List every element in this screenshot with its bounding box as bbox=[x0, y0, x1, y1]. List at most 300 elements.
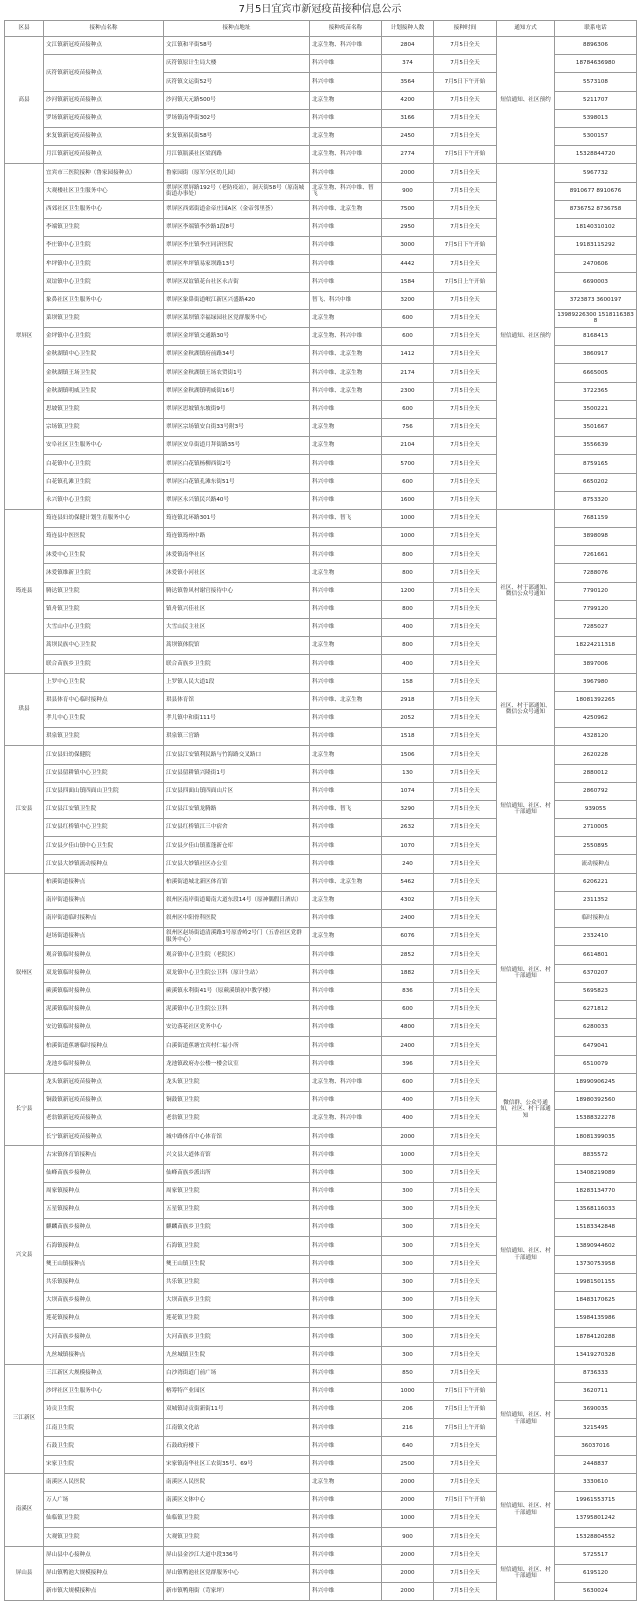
vaccine-name-cell: 科兴中维 bbox=[310, 1000, 382, 1018]
phone-cell: 13408219089 bbox=[555, 1164, 637, 1182]
site-name-cell: 金秋湖镇明威卫生院 bbox=[44, 382, 164, 400]
planned-count-cell: 1882 bbox=[382, 964, 434, 982]
district-cell: 南溪区 bbox=[5, 1473, 44, 1546]
site-name-cell: 仙临镇卫生院 bbox=[44, 1510, 164, 1528]
phone-cell: 7288076 bbox=[555, 564, 637, 582]
phone-cell: 4328120 bbox=[555, 728, 637, 746]
site-address-cell: 翠屏区白花镇杨柳西街2号 bbox=[164, 455, 310, 473]
phone-cell: 3690035 bbox=[555, 1401, 637, 1419]
site-name-cell: 白花镇孔滩卫生院 bbox=[44, 473, 164, 491]
phone-cell: 13795801242 bbox=[555, 1510, 637, 1528]
planned-count-cell: 2774 bbox=[382, 146, 434, 164]
site-address-cell: 泥溪镇中心卫生院公卫科 bbox=[164, 1000, 310, 1018]
header-time: 接种时间 bbox=[434, 21, 497, 37]
site-address-cell: 榕筹特产业园区 bbox=[164, 1382, 310, 1400]
phone-cell: 8835572 bbox=[555, 1146, 637, 1164]
header-vaccine-name: 接种疫苗名称 bbox=[310, 21, 382, 37]
site-address-cell: 莲花镇卫生院 bbox=[164, 1310, 310, 1328]
time-cell: 7月5日全天 bbox=[434, 346, 497, 364]
site-name-cell: 沙河镇新冠疫苗接种点 bbox=[44, 91, 164, 109]
phone-cell: 7790120 bbox=[555, 582, 637, 600]
site-name-cell: 筠连县妇幼保健计划生育服务中心 bbox=[44, 509, 164, 527]
time-cell: 7月5日全天 bbox=[434, 564, 497, 582]
vaccine-name-cell: 北京生物、科兴中维、智飞 bbox=[310, 182, 382, 200]
site-address-cell: 翠屏区象鼻街道岷江新区兴盛路420 bbox=[164, 291, 310, 309]
time-cell: 7月5日下午开始 bbox=[434, 1382, 497, 1400]
time-cell: 7月5日全天 bbox=[434, 418, 497, 436]
planned-count-cell: 300 bbox=[382, 1255, 434, 1273]
site-name-cell: 古宋镇体育馆接种点 bbox=[44, 1146, 164, 1164]
phone-cell: 19961553715 bbox=[555, 1492, 637, 1510]
phone-cell: 5695823 bbox=[555, 982, 637, 1000]
vaccine-name-cell: 科兴中维、北京生物 bbox=[310, 691, 382, 709]
vaccine-name-cell: 科兴中维 bbox=[310, 1146, 382, 1164]
phone-cell: 3501667 bbox=[555, 418, 637, 436]
vaccine-name-cell: 科兴中维 bbox=[310, 582, 382, 600]
site-name-cell: 南岸街道临时接种点 bbox=[44, 910, 164, 928]
planned-count-cell: 300 bbox=[382, 1346, 434, 1364]
time-cell: 7月5日全天 bbox=[434, 1510, 497, 1528]
phone-cell: 5211707 bbox=[555, 91, 637, 109]
site-address-cell: 叙州区中阳骨科医院 bbox=[164, 910, 310, 928]
time-cell: 7月5日全天 bbox=[434, 182, 497, 200]
time-cell: 7月5日下午开始 bbox=[434, 237, 497, 255]
site-name-cell: 双龙镇临时接种点 bbox=[44, 964, 164, 982]
time-cell: 7月5日上午开始 bbox=[434, 273, 497, 291]
site-address-cell: 翠屏区金秋湖镇明威街16号 bbox=[164, 382, 310, 400]
vaccine-name-cell: 科兴中维、北京生物 bbox=[310, 346, 382, 364]
phone-cell: 3500221 bbox=[555, 400, 637, 418]
vaccination-table bbox=[4, 20, 637, 1601]
phone-cell: 18140310102 bbox=[555, 218, 637, 236]
vaccine-name-cell: 科兴中维 bbox=[310, 1401, 382, 1419]
site-name-cell: 诗贡卫生院 bbox=[44, 1401, 164, 1419]
time-cell: 7月5日全天 bbox=[434, 1164, 497, 1182]
phone-cell: 5967732 bbox=[555, 164, 637, 182]
vaccine-name-cell: 北京生物、科兴中维 bbox=[310, 328, 382, 346]
site-address-cell: 翠屏区金坪镇交通路30号 bbox=[164, 328, 310, 346]
phone-cell: 3723873 3600197 bbox=[555, 291, 637, 309]
site-address-cell: 翠屏区白花镇孔滩东街51号 bbox=[164, 473, 310, 491]
time-cell: 7月5日全天 bbox=[434, 619, 497, 637]
vaccine-name-cell: 科兴中维 bbox=[310, 255, 382, 273]
time-cell: 7月5日全天 bbox=[434, 910, 497, 928]
time-cell: 7月5日全天 bbox=[434, 127, 497, 145]
vaccine-name-cell: 科兴中维 bbox=[310, 1528, 382, 1546]
time-cell: 7月5日全天 bbox=[434, 1291, 497, 1309]
time-cell: 7月5日全天 bbox=[434, 800, 497, 818]
vaccine-name-cell: 科兴中维 bbox=[310, 1419, 382, 1437]
planned-count-cell: 2000 bbox=[382, 1128, 434, 1146]
district-cell: 筠连县 bbox=[5, 509, 44, 673]
site-address-cell: 江南镇文化站 bbox=[164, 1419, 310, 1437]
site-name-cell: 老翁镇新冠疫苗接种点 bbox=[44, 1110, 164, 1128]
planned-count-cell: 2400 bbox=[382, 910, 434, 928]
planned-count-cell: 1000 bbox=[382, 1510, 434, 1528]
vaccine-name-cell: 科兴中维 bbox=[310, 1492, 382, 1510]
phone-cell: 3620711 bbox=[555, 1382, 637, 1400]
vaccine-name-cell: 科兴中维 bbox=[310, 1582, 382, 1600]
table-row bbox=[5, 37, 637, 55]
planned-count-cell: 2852 bbox=[382, 946, 434, 964]
site-address-cell: 周家镇卫生院 bbox=[164, 1182, 310, 1200]
site-address-cell: 庆符镇文运街52号 bbox=[164, 73, 310, 91]
time-cell: 7月5日全天 bbox=[434, 855, 497, 873]
phone-cell: 5630024 bbox=[555, 1582, 637, 1600]
site-address-cell: 翠屏区牟坪镇易家坝路13号 bbox=[164, 255, 310, 273]
time-cell: 7月5日全天 bbox=[434, 1201, 497, 1219]
time-cell: 7月5日全天 bbox=[434, 509, 497, 527]
header-site-name: 接种点名称 bbox=[44, 21, 164, 37]
table-row bbox=[5, 1546, 637, 1564]
phone-cell: 5300157 bbox=[555, 127, 637, 145]
site-address-cell: 沐爱镇小河社区 bbox=[164, 564, 310, 582]
vaccine-name-cell: 科兴中维 bbox=[310, 473, 382, 491]
table-row bbox=[5, 1473, 637, 1491]
phone-cell: 5725517 bbox=[555, 1546, 637, 1564]
phone-cell: 5398013 bbox=[555, 109, 637, 127]
site-name-cell: 大雪山中心卫生院 bbox=[44, 619, 164, 637]
time-cell: 7月5日全天 bbox=[434, 328, 497, 346]
site-address-cell: 大坝苗族乡卫生院 bbox=[164, 1291, 310, 1309]
site-name-cell: 永兴镇中心卫生院 bbox=[44, 491, 164, 509]
site-name-cell: 腾达镇卫生院 bbox=[44, 582, 164, 600]
planned-count-cell: 300 bbox=[382, 1328, 434, 1346]
time-cell: 7月5日全天 bbox=[434, 1000, 497, 1018]
time-cell: 7月5日全天 bbox=[434, 309, 497, 327]
phone-cell: 6370207 bbox=[555, 964, 637, 982]
time-cell: 7月5日下午开始 bbox=[434, 1492, 497, 1510]
site-address-cell: 老翁镇卫生院 bbox=[164, 1110, 310, 1128]
vaccine-name-cell: 科兴中维、北京生物 bbox=[310, 200, 382, 218]
time-cell: 7月5日下午开始 bbox=[434, 146, 497, 164]
vaccine-name-cell: 北京生物 bbox=[310, 418, 382, 436]
phone-cell: 8896306 bbox=[555, 37, 637, 55]
site-name-cell: 月江镇新冠疫苗接种点 bbox=[44, 146, 164, 164]
site-name-cell: 泥溪镇临时接种点 bbox=[44, 1000, 164, 1018]
site-name-cell: 柏溪街道接种点 bbox=[44, 873, 164, 891]
site-address-cell: 南溪区人民医院 bbox=[164, 1473, 310, 1491]
vaccine-name-cell: 北京生物、科兴中维 bbox=[310, 1110, 382, 1128]
vaccine-name-cell: 北京生物、科兴中维 bbox=[310, 1073, 382, 1091]
site-name-cell: 石海镇接种点 bbox=[44, 1237, 164, 1255]
time-cell: 7月5日全天 bbox=[434, 837, 497, 855]
phone-cell: 6650202 bbox=[555, 473, 637, 491]
site-address-cell: 铜鼓镇卫生院 bbox=[164, 1091, 310, 1109]
vaccine-name-cell: 科兴中维 bbox=[310, 782, 382, 800]
time-cell: 7月5日全天 bbox=[434, 1073, 497, 1091]
time-cell: 7月5日全天 bbox=[434, 1110, 497, 1128]
site-name-cell: 江安县大妙镇流动接种点 bbox=[44, 855, 164, 873]
time-cell: 7月5日全天 bbox=[434, 528, 497, 546]
planned-count-cell: 300 bbox=[382, 1291, 434, 1309]
site-name-cell: 文江镇新冠疫苗接种点 bbox=[44, 37, 164, 55]
site-address-cell: 筠连镇筠州中路 bbox=[164, 528, 310, 546]
notice-method-cell: 短信通知、社区、村干部通知 bbox=[497, 873, 555, 1073]
planned-count-cell: 3290 bbox=[382, 800, 434, 818]
phone-cell: 2311352 bbox=[555, 891, 637, 909]
planned-count-cell: 800 bbox=[382, 546, 434, 564]
planned-count-cell: 800 bbox=[382, 600, 434, 618]
site-name-cell: 石鼓卫生院 bbox=[44, 1437, 164, 1455]
vaccine-name-cell: 科兴中维 bbox=[310, 1182, 382, 1200]
time-cell: 7月5日全天 bbox=[434, 1364, 497, 1382]
phone-cell: 3722365 bbox=[555, 382, 637, 400]
vaccine-name-cell: 科兴中维 bbox=[310, 1510, 382, 1528]
phone-cell: 7261661 bbox=[555, 546, 637, 564]
time-cell: 7月5日全天 bbox=[434, 928, 497, 946]
site-address-cell: 九丝城镇卫生院 bbox=[164, 1346, 310, 1364]
time-cell: 7月5日全天 bbox=[434, 546, 497, 564]
planned-count-cell: 600 bbox=[382, 473, 434, 491]
phone-cell: 939055 bbox=[555, 800, 637, 818]
time-cell: 7月5日全天 bbox=[434, 673, 497, 691]
site-address-cell: 宋家镇南华社区工农街35号、69号 bbox=[164, 1455, 310, 1473]
vaccine-name-cell: 科兴中维 bbox=[310, 709, 382, 727]
site-address-cell: 鲁家园街（原军分区幼儿园） bbox=[164, 164, 310, 182]
site-address-cell: 五星镇卫生院 bbox=[164, 1201, 310, 1219]
table-row bbox=[5, 873, 637, 891]
phone-cell: 6280033 bbox=[555, 1019, 637, 1037]
notice-method-cell: 社区、村干部通知、微信公众号通知 bbox=[497, 673, 555, 746]
district-cell: 兴文县 bbox=[5, 1146, 44, 1364]
site-address-cell: 观音镇中心卫生院（老院区） bbox=[164, 946, 310, 964]
site-address-cell: 江安县夕佳山镇蓝蓬新仓库 bbox=[164, 837, 310, 855]
site-address-cell: 翠屏区金秋湖镇王场农贸街1号 bbox=[164, 364, 310, 382]
site-name-cell: 沙坪社区卫生服务中心 bbox=[44, 1382, 164, 1400]
planned-count-cell: 1518 bbox=[382, 728, 434, 746]
site-address-cell: 仙峰苗族乡派出所 bbox=[164, 1164, 310, 1182]
vaccine-name-cell: 科兴中维 bbox=[310, 218, 382, 236]
site-address-cell: 翠屏区安阜街道月拜街路35号 bbox=[164, 437, 310, 455]
site-address-cell: 白溪街道蕉塘宜宾村仁福小所 bbox=[164, 1037, 310, 1055]
planned-count-cell: 4302 bbox=[382, 891, 434, 909]
phone-cell: 19183115292 bbox=[555, 237, 637, 255]
phone-cell: 6665005 bbox=[555, 364, 637, 382]
district-cell: 江安县 bbox=[5, 746, 44, 873]
time-cell: 7月5日全天 bbox=[434, 891, 497, 909]
site-name-cell: 珙县体育中心临时接种点 bbox=[44, 691, 164, 709]
phone-cell: 6510079 bbox=[555, 1055, 637, 1073]
table-row bbox=[5, 509, 637, 527]
site-name-cell: 白花镇中心卫生院 bbox=[44, 455, 164, 473]
time-cell: 7月5日全天 bbox=[434, 1528, 497, 1546]
site-address-cell: 江安县四面山镇四面山片区 bbox=[164, 782, 310, 800]
time-cell: 7月5日全天 bbox=[434, 1055, 497, 1073]
site-address-cell: 江安县江安镇龙腾路 bbox=[164, 800, 310, 818]
site-name-cell: 安边镇临时接种点 bbox=[44, 1019, 164, 1037]
site-name-cell: 牟坪镇中心卫生院 bbox=[44, 255, 164, 273]
planned-count-cell: 206 bbox=[382, 1401, 434, 1419]
site-name-cell: 周家镇接种点 bbox=[44, 1182, 164, 1200]
site-address-cell: 屏山镇鸭池社区党群服务中心 bbox=[164, 1564, 310, 1582]
vaccine-name-cell: 科兴中维 bbox=[310, 600, 382, 618]
phone-cell: 3330610 bbox=[555, 1473, 637, 1491]
time-cell: 7月5日全天 bbox=[434, 582, 497, 600]
time-cell: 7月5日全天 bbox=[434, 1219, 497, 1237]
planned-count-cell: 5700 bbox=[382, 455, 434, 473]
planned-count-cell: 2000 bbox=[382, 1492, 434, 1510]
vaccine-name-cell: 科兴中维 bbox=[310, 164, 382, 182]
site-name-cell: 庆符镇新冠疫苗接种点 bbox=[44, 55, 164, 91]
site-address-cell: 南溪区文体中心 bbox=[164, 1492, 310, 1510]
phone-cell: 2620228 bbox=[555, 746, 637, 764]
time-cell: 7月5日全天 bbox=[434, 764, 497, 782]
site-name-cell: 赵场街道接种点 bbox=[44, 928, 164, 946]
time-cell: 7月5日全天 bbox=[434, 1019, 497, 1037]
time-cell: 7月5日全天 bbox=[434, 55, 497, 73]
time-cell: 7月5日全天 bbox=[434, 1255, 497, 1273]
district-cell: 屏山县 bbox=[5, 1546, 44, 1601]
time-cell: 7月5日上午开始 bbox=[434, 1419, 497, 1437]
table-row bbox=[5, 746, 637, 764]
time-cell: 7月5日全天 bbox=[434, 746, 497, 764]
planned-count-cell: 900 bbox=[382, 1528, 434, 1546]
site-address-cell: 江安县留耕镇兴隆街1号 bbox=[164, 764, 310, 782]
site-name-cell: 屏山县中心接种点 bbox=[44, 1546, 164, 1564]
time-cell: 7月5日全天 bbox=[434, 1310, 497, 1328]
planned-count-cell: 374 bbox=[382, 55, 434, 73]
time-cell: 7月5日全天 bbox=[434, 37, 497, 55]
table-row bbox=[5, 673, 637, 691]
time-cell: 7月5日全天 bbox=[434, 255, 497, 273]
planned-count-cell: 1584 bbox=[382, 273, 434, 291]
site-address-cell: 翠屏区永兴镇民兴路40号 bbox=[164, 491, 310, 509]
site-name-cell: 南溪区人民医院 bbox=[44, 1473, 164, 1491]
phone-cell: 8753320 bbox=[555, 491, 637, 509]
site-address-cell: 大观镇卫生院 bbox=[164, 1528, 310, 1546]
planned-count-cell: 2950 bbox=[382, 218, 434, 236]
planned-count-cell: 900 bbox=[382, 182, 434, 200]
site-name-cell: 象鼻社区卫生服务中心 bbox=[44, 291, 164, 309]
time-cell: 7月5日全天 bbox=[434, 1128, 497, 1146]
site-address-cell: 大河苗族乡卫生院 bbox=[164, 1328, 310, 1346]
planned-count-cell: 756 bbox=[382, 418, 434, 436]
phone-cell: 13730753958 bbox=[555, 1255, 637, 1273]
phone-cell: 15984135986 bbox=[555, 1310, 637, 1328]
site-name-cell: 南岸街道接种点 bbox=[44, 891, 164, 909]
site-address-cell: 安边落花社区党务中心 bbox=[164, 1019, 310, 1037]
site-name-cell: 江安县四面山镇四面山卫生院 bbox=[44, 782, 164, 800]
planned-count-cell: 1074 bbox=[382, 782, 434, 800]
vaccine-name-cell: 科兴中维 bbox=[310, 109, 382, 127]
site-name-cell: 大坝苗族乡接种点 bbox=[44, 1291, 164, 1309]
site-name-cell: 江安县留耕镇中心卫生院 bbox=[44, 764, 164, 782]
site-address-cell: 镇舟镇兴佳社区 bbox=[164, 600, 310, 618]
site-name-cell: 屏山镇鸭池大规模接种点 bbox=[44, 1564, 164, 1582]
district-cell: 珙县 bbox=[5, 673, 44, 746]
header-planned-count: 计划接种人数 bbox=[382, 21, 434, 37]
phone-cell: 临时接种点 bbox=[555, 910, 637, 928]
planned-count-cell: 300 bbox=[382, 1310, 434, 1328]
phone-cell: 3215495 bbox=[555, 1419, 637, 1437]
planned-count-cell: 850 bbox=[382, 1364, 434, 1382]
site-name-cell: 柏溪街道蕉塘临时接种点 bbox=[44, 1037, 164, 1055]
site-address-cell: 龙池镇政府办公楼一楼会议室 bbox=[164, 1055, 310, 1073]
phone-cell: 6195120 bbox=[555, 1564, 637, 1582]
time-cell: 7月5日全天 bbox=[434, 291, 497, 309]
site-name-cell: 大观镇卫生院 bbox=[44, 1528, 164, 1546]
site-address-cell: 兴文县大道体育馆 bbox=[164, 1146, 310, 1164]
planned-count-cell: 240 bbox=[382, 855, 434, 873]
vaccine-name-cell: 智飞、科兴中维 bbox=[310, 291, 382, 309]
site-name-cell: 宜宾市三医院接种（鲁家园接种点） bbox=[44, 164, 164, 182]
time-cell: 7月5日全天 bbox=[434, 1091, 497, 1109]
vaccine-name-cell: 科兴中维、智飞 bbox=[310, 509, 382, 527]
site-address-cell: 蒿坝镇体院馆 bbox=[164, 637, 310, 655]
site-name-cell: 蒿坝民族中心卫生院 bbox=[44, 637, 164, 655]
vaccine-name-cell: 北京生物 bbox=[310, 564, 382, 582]
phone-cell: 36037016 bbox=[555, 1437, 637, 1455]
phone-cell: 2448837 bbox=[555, 1455, 637, 1473]
phone-cell: 3897006 bbox=[555, 655, 637, 673]
phone-cell: 18283134770 bbox=[555, 1182, 637, 1200]
vaccine-name-cell: 北京生物、科兴中维 bbox=[310, 146, 382, 164]
site-name-cell: 江南卫生院 bbox=[44, 1419, 164, 1437]
phone-cell: 7799120 bbox=[555, 600, 637, 618]
planned-count-cell: 600 bbox=[382, 328, 434, 346]
phone-cell: 5573108 bbox=[555, 73, 637, 91]
site-address-cell: 翠屏区宗场镇安白街33号附3号 bbox=[164, 418, 310, 436]
page-title: 7月5日宜宾市新冠疫苗接种信息公示 bbox=[238, 4, 402, 15]
vaccine-name-cell: 科兴中维 bbox=[310, 1564, 382, 1582]
vaccine-name-cell: 科兴中维 bbox=[310, 1291, 382, 1309]
vaccine-name-cell: 科兴中维 bbox=[310, 73, 382, 91]
planned-count-cell: 216 bbox=[382, 1419, 434, 1437]
site-name-cell: 来复镇新冠疫苗接种点 bbox=[44, 127, 164, 145]
site-name-cell: 龙池乡临时接种点 bbox=[44, 1055, 164, 1073]
time-cell: 7月5日全天 bbox=[434, 1346, 497, 1364]
time-cell: 7月5日全天 bbox=[434, 91, 497, 109]
planned-count-cell: 1506 bbox=[382, 746, 434, 764]
phone-cell: 18784636980 bbox=[555, 55, 637, 73]
site-address-cell: 江安县大妙镇社区办公室 bbox=[164, 855, 310, 873]
vaccine-name-cell: 科兴中维 bbox=[310, 1219, 382, 1237]
site-name-cell: 观音镇临时接种点 bbox=[44, 946, 164, 964]
site-address-cell: 翠屏区金秋湖镇府前路34号 bbox=[164, 346, 310, 364]
phone-cell: 6690003 bbox=[555, 273, 637, 291]
notice-method-cell: 短信通知、社区、村干部通知 bbox=[497, 1146, 555, 1364]
site-address-cell: 翠屏区李端镇李沙路1段8号 bbox=[164, 218, 310, 236]
site-name-cell: 江安县妇幼保健院 bbox=[44, 746, 164, 764]
site-address-cell: 珙县体育馆 bbox=[164, 691, 310, 709]
site-address-cell: 江安县红桥镇江三中宿舍 bbox=[164, 819, 310, 837]
vaccine-name-cell: 科兴中维 bbox=[310, 855, 382, 873]
planned-count-cell: 4442 bbox=[382, 255, 434, 273]
table-row bbox=[5, 1364, 637, 1382]
planned-count-cell: 2300 bbox=[382, 382, 434, 400]
planned-count-cell: 400 bbox=[382, 619, 434, 637]
planned-count-cell: 300 bbox=[382, 1273, 434, 1291]
site-address-cell: 上罗镇人民大道1段 bbox=[164, 673, 310, 691]
phone-cell: 15328804552 bbox=[555, 1528, 637, 1546]
planned-count-cell: 3564 bbox=[382, 73, 434, 91]
planned-count-cell: 3200 bbox=[382, 291, 434, 309]
site-name-cell: 孝儿中心卫生院 bbox=[44, 709, 164, 727]
vaccine-name-cell: 科兴中维 bbox=[310, 655, 382, 673]
phone-cell: 8168413 bbox=[555, 328, 637, 346]
vaccine-name-cell: 北京生物 bbox=[310, 746, 382, 764]
site-address-cell: 翠屏区双谊镇花台社区永吉街 bbox=[164, 273, 310, 291]
planned-count-cell: 2174 bbox=[382, 364, 434, 382]
time-cell: 7月5日全天 bbox=[434, 1564, 497, 1582]
time-cell: 7月5日全天 bbox=[434, 400, 497, 418]
vaccine-name-cell: 北京生物 bbox=[310, 437, 382, 455]
phone-cell: 8910677 8910676 bbox=[555, 182, 637, 200]
header-notice-method: 通知方式 bbox=[497, 21, 555, 37]
site-address-cell: 沙河镇天元路500号 bbox=[164, 91, 310, 109]
planned-count-cell: 396 bbox=[382, 1055, 434, 1073]
